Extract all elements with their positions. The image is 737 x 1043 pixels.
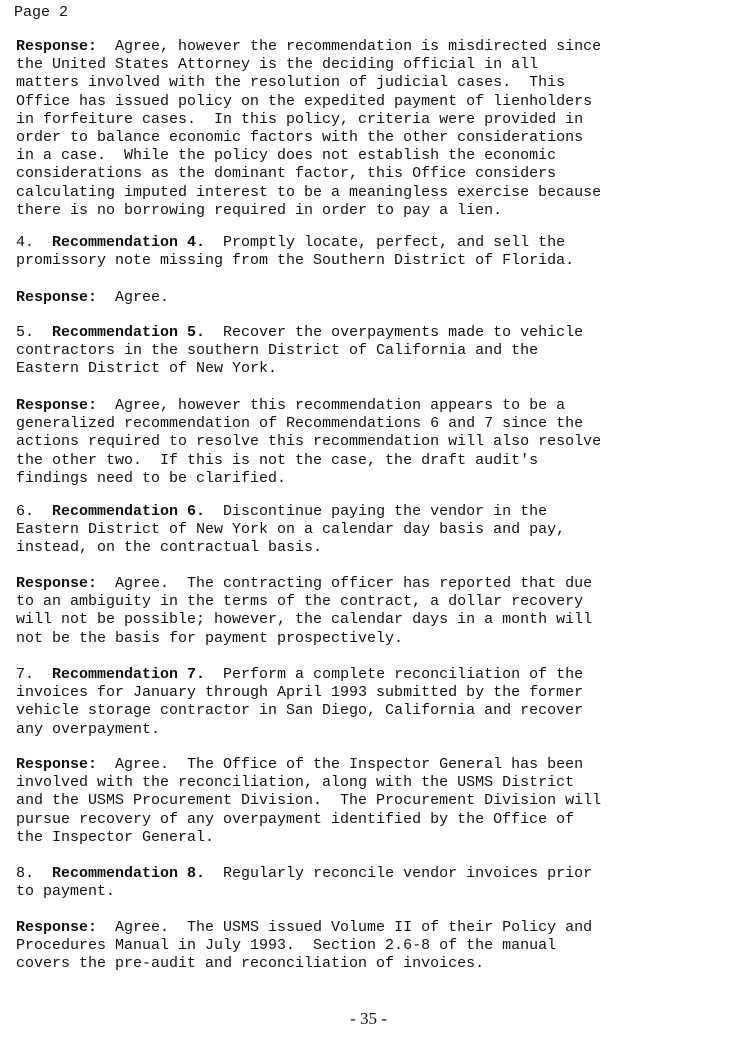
paragraph-text: Agree. bbox=[97, 289, 170, 306]
recommendation-label: Recommendation 4. bbox=[52, 234, 206, 251]
recommendation-paragraph bbox=[16, 503, 728, 558]
paragraph-text: Agree, however the recommendation is misdirected since the United States Attorney is the deciding official in all matters involved with the resolution of judicial cases. This Office has issued policy on the expedited payment of lienholders in forfeiture cases. In this policy, criteria were provided in order to balance economic factors with the other considerations in a case. While the policy does not establish the economic considerations as the dominant factor, this Office considers calculating imputed interest to be a meaningless exercise because there is no borrowing required in order to pay a lien. bbox=[16, 38, 602, 219]
paragraph-text: Discontinue paying the vendor in the Eastern District of New York on a calendar day basis and pay, instead, on the contractual basis. bbox=[16, 503, 566, 557]
response-label: Response: bbox=[16, 575, 98, 592]
paragraph-text: Regularly reconcile vendor invoices prior to payment. bbox=[16, 865, 593, 901]
recommendation-paragraph bbox=[16, 324, 728, 379]
response-paragraph bbox=[16, 756, 728, 847]
response-paragraph bbox=[16, 919, 728, 974]
recommendation-label: Recommendation 6. bbox=[52, 503, 206, 520]
response-label: Response: bbox=[16, 38, 98, 55]
paragraph-number: 7. bbox=[16, 666, 53, 683]
page-label: Page 2 bbox=[14, 4, 69, 21]
response-paragraph bbox=[16, 289, 728, 307]
paragraph-text: Agree. The contracting officer has reported that due to an ambiguity in the terms of the contract, a dollar recovery will not be possible; however, the calendar days in a month will not be the basis for payment prospectively. bbox=[16, 575, 593, 647]
response-paragraph bbox=[16, 397, 728, 488]
recommendation-paragraph bbox=[16, 865, 728, 901]
recommendation-label: Recommendation 8. bbox=[52, 865, 206, 882]
paragraph-number: 8. bbox=[16, 865, 53, 882]
response-label: Response: bbox=[16, 397, 98, 414]
response-label: Response: bbox=[16, 919, 98, 936]
paragraph-text: Agree. The Office of the Inspector General has been involved with the reconciliation, along with the USMS District and the USMS Procurement Division. The Procurement Division will pursue recovery of any overpayment identified by the Office of the Inspector General. bbox=[16, 756, 602, 846]
paragraph-text: Recover the overpayments made to vehicle contractors in the southern District of California and the Eastern District of New York. bbox=[16, 324, 584, 378]
paragraph-number: 6. bbox=[16, 503, 53, 520]
recommendation-label: Recommendation 5. bbox=[52, 324, 206, 341]
paragraph-text: Agree. The USMS issued Volume II of their Policy and Procedures Manual in July 1993. Section 2.6-8 of the manual covers the pre-audit and reconciliation of invoices. bbox=[16, 919, 593, 973]
paragraph-text: Promptly locate, perfect, and sell the promissory note missing from the Southern District of Florida. bbox=[16, 234, 575, 270]
paragraph-text: Agree, however this recommendation appears to be a generalized recommendation of Recommendations 6 and 7 since the actions required to resolve this recommendation will also resolve the other two. If this is not the case, the draft audit's findings need to be clarified. bbox=[16, 397, 602, 487]
response-paragraph bbox=[16, 575, 728, 648]
paragraph-number: 5. bbox=[16, 324, 53, 341]
recommendation-paragraph bbox=[16, 234, 728, 270]
paragraph-number: 4. bbox=[16, 234, 53, 251]
response-label: Response: bbox=[16, 289, 98, 306]
page-number: - 35 - bbox=[350, 1009, 387, 1028]
paragraph-text: Perform a complete reconciliation of the invoices for January through April 1993 submitted by the former vehicle storage contractor in San Diego, California and recover any overpayment. bbox=[16, 666, 584, 738]
recommendation-label: Recommendation 7. bbox=[52, 666, 206, 683]
recommendation-paragraph bbox=[16, 666, 728, 739]
response-label: Response: bbox=[16, 756, 98, 773]
response-paragraph bbox=[16, 38, 728, 220]
